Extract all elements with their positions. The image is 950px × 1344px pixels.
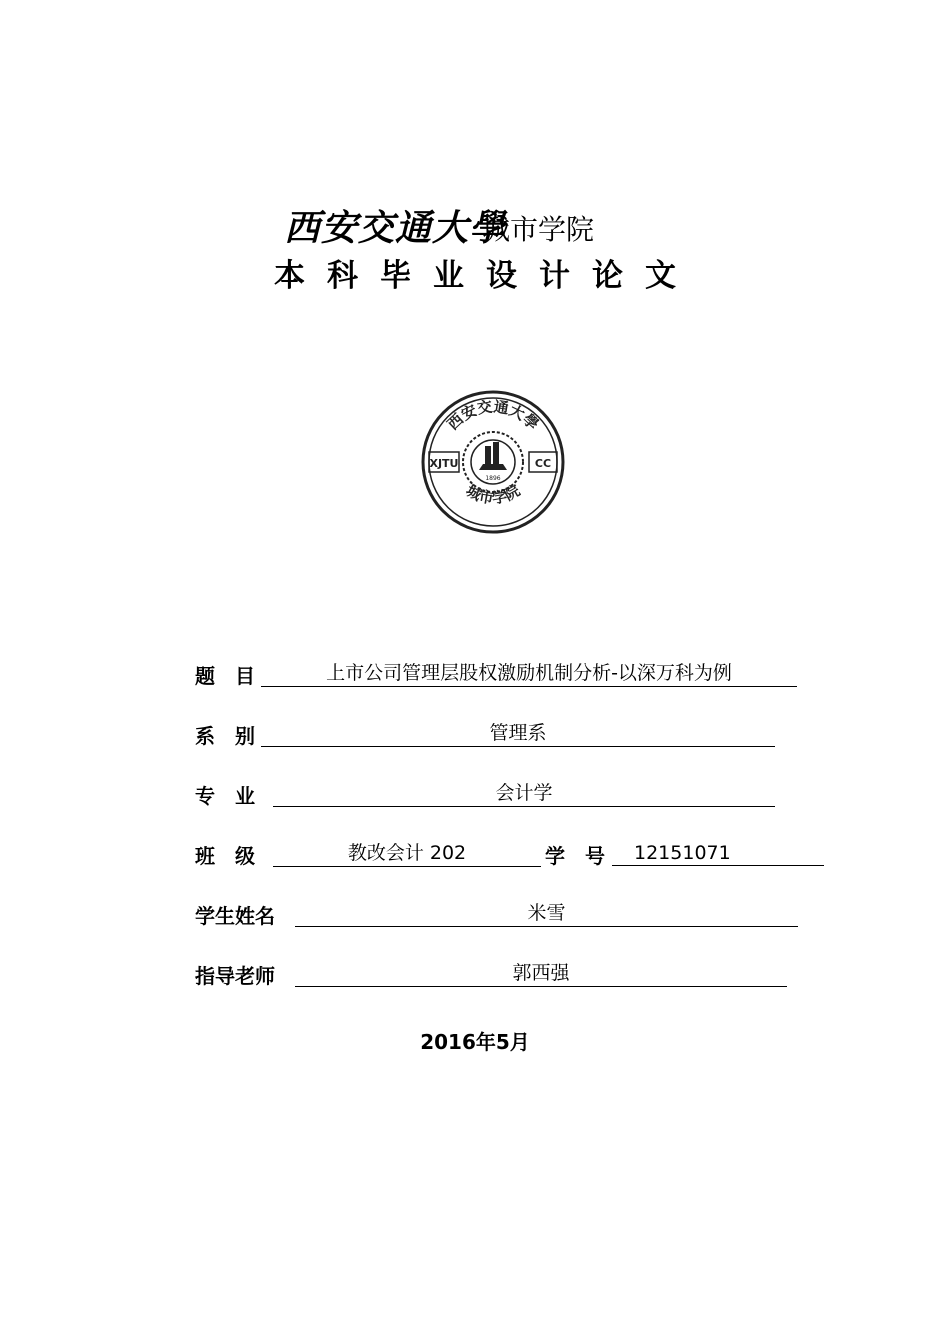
class-label: 班 级 <box>195 844 255 868</box>
form-row-class-id <box>195 840 835 870</box>
form-row-student <box>195 900 805 930</box>
student-name-field: 米雪 <box>295 900 798 927</box>
seal-top-text: 西安交通大學 <box>443 397 543 434</box>
seal-left-text: XJTU <box>429 457 459 470</box>
school-header <box>0 200 950 250</box>
form-row-title <box>195 660 805 690</box>
seal-right-text: CC <box>534 457 552 470</box>
class-field: 教改会计 202 <box>273 840 541 867</box>
department-label: 系 别 <box>195 724 255 748</box>
seal-year: 1896 <box>485 475 501 482</box>
svg-text:城市学院 <box>463 481 523 507</box>
submission-date: 2016年5月 <box>420 1030 530 1054</box>
school-name-suffix: 城市学院 <box>482 213 595 246</box>
title-field: 上市公司管理层股权激励机制分析-以深万科为例 <box>261 660 797 687</box>
seal-emblem-icon <box>479 442 507 470</box>
major-field: 会计学 <box>273 780 775 807</box>
form-row-advisor <box>195 960 795 990</box>
advisor-label: 指导老师 <box>195 964 275 988</box>
major-label: 专 业 <box>195 784 255 808</box>
svg-text:西安交通大學 <box>444 398 542 434</box>
seal-bottom-text: 城市学院 <box>462 481 524 508</box>
form-row-major <box>195 780 785 810</box>
title-label: 题 目 <box>195 664 255 688</box>
advisor-field: 郭西强 <box>295 960 787 987</box>
school-name-calligraphy: 西安交通大學 <box>284 207 507 249</box>
university-seal-logo <box>421 390 565 534</box>
student-id-field: 12151071 <box>612 840 824 866</box>
student-name-label: 学生姓名 <box>195 904 275 928</box>
department-field: 管理系 <box>261 720 775 747</box>
form-row-department <box>195 720 785 750</box>
student-id-label: 学 号 <box>545 844 605 868</box>
thesis-type-title: 本科毕业设计论文 <box>274 258 698 294</box>
